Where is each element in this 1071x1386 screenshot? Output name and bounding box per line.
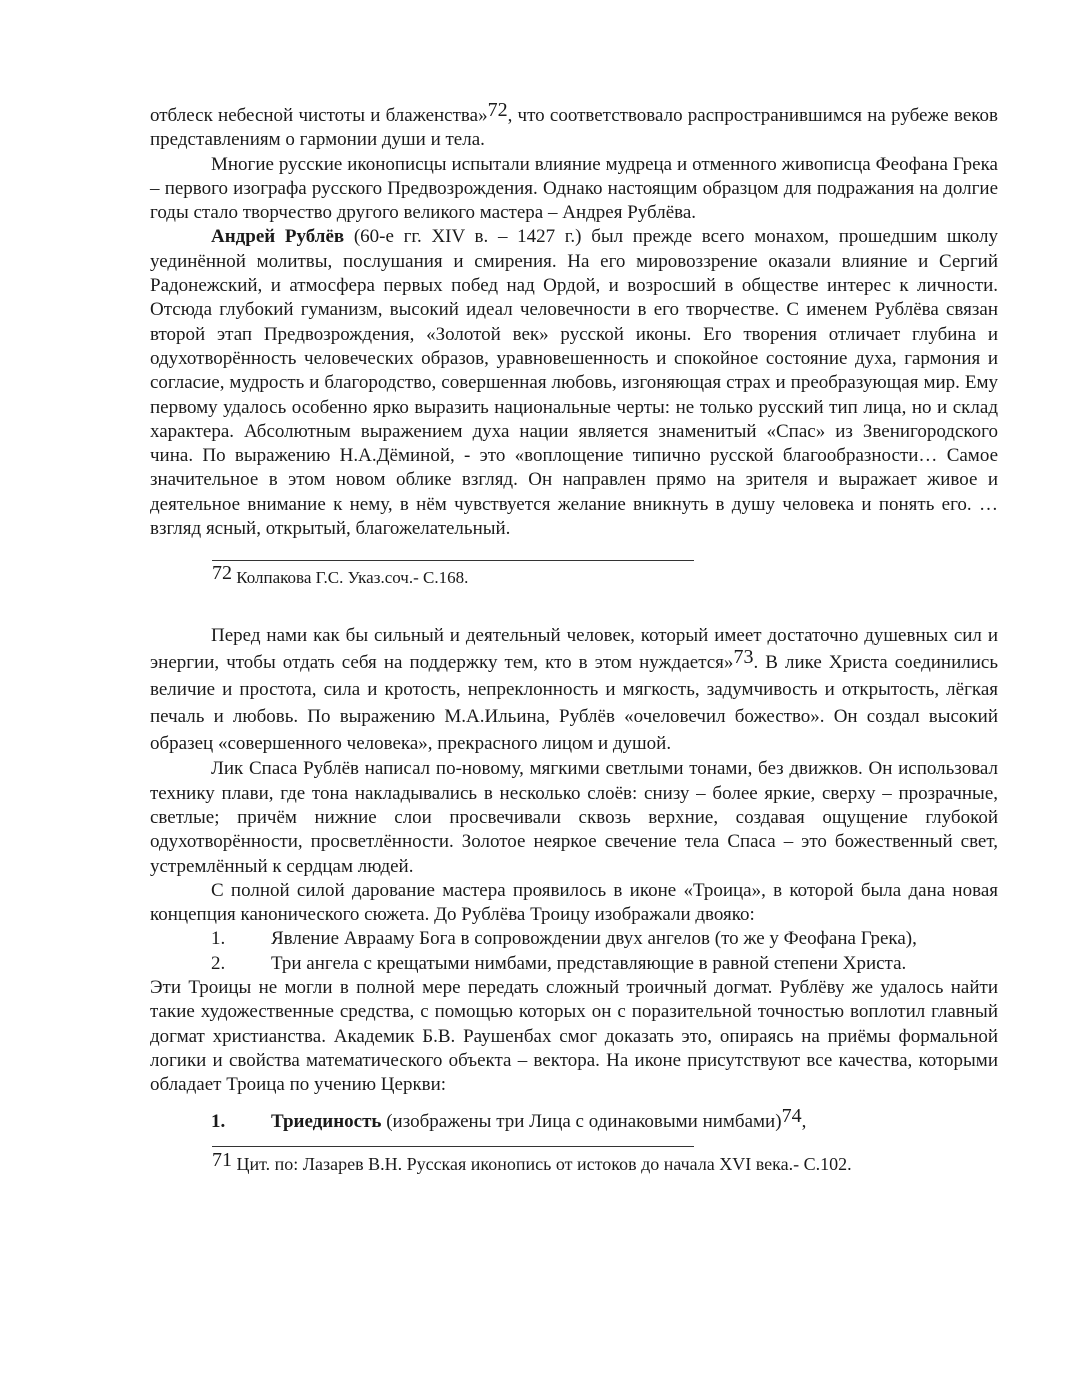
paragraph-trinity: С полной силой дарование мастера проявилось в иконе «Троица», в которой была дана новая концепция канонического сюжета. До Рублёва Троицу изображали двояко:	[150, 879, 998, 926]
list-item: 2. Три ангела с крещатыми нимбами, представляющие в равной степени Христа.	[211, 952, 907, 974]
bold-name-rublev: Андрей Рублёв	[211, 226, 345, 248]
paragraph-technique: Лик Спаса Рублёв написал по-новому, мягкими светлыми тонами, без движков. Он использовал технику плави, где тона накладывались в несколько слоёв: снизу – более яркие, сверху – прозрачные, светлые; причём нижние слои просвечивали сквозь верхние, создавая ощущение глубокой одухотворённости, просветлённости. Золотое неяркое свечение тела Спаса – это божественный свет, устремлённый к сердцам людей.	[150, 758, 998, 877]
paragraph-raushenbakh: Эти Троицы не могли в полной мере передать сложный троичный догмат. Рублёву же удалось найти такие художественные средства, с помощью которых он с поразительной точностью воплотил главный догмат христианства. Академик Б.В. Раушенбах смог доказать это, опираясь на приёмы формальной логики и свойства математического объекта – вектора. На иконе присутствуют все качества, которыми обладает Троица по учению Церкви:	[150, 977, 998, 1096]
footnote-separator	[212, 560, 694, 561]
paragraph-feofan: Многие русские иконописцы испытали влияние мудреца и отменного живописца Феофана Грека – первого изографа русского Предвозрождения. Однако настоящим образцом для подражания на долгие годы стало творчество другого великого мастера – Андрея Рублёва.	[150, 153, 998, 224]
paragraph-spas: Перед нами как бы сильный и деятельный человек, который имеет достаточно душевных сил и энергии, чтобы отдать себя на поддержку тем, кто в этом нуждается»$^{73}$. В лике Христа соединились величие и простота, сила и кротость, непреклонность и мягкость, задумчивость и открытость, лёгкая печаль и любовь. По выражению М.А.Ильина, Рублёв «очеловечил божество». Он создал высокий образец «совершенного человека», прекрасного лицом и душой.	[150, 625, 998, 755]
paragraph-rublev: Андрей Рублёв (60-е гг. XIV в. – 1427 г.) был прежде всего монахом, прошедшим школу уединённой молитвы, послушания и смирения. На его мировоззрение оказали влияние и Сергий Радонежский, и атмосфера первых побед над Ордой, и возросший в обществе интерес к личности. Отсюда глубокий гуманизм, высокий идеал человечности в его творчестве. С именем Рублёва связан второй этап Предвозрождения, «Золотой век» русской иконы. Его творения отличает глубина и одухотворённость человеческих образов, уравновешенность и спокойное состояние духа, гармония и согласие, мудрость и благородство, совершенная любовь, изгоняющая страх и преобразующая мир. Ему первому удалось особенно ярко выразить национальные черты: не только русский тип лица, но и склад характера. Абсолютным выражением духа нации является знаменитый «Спас» из Звенигородского чина. По выражению Н.А.Дёминой, - это «воплощение типично русской благообразности… Самое значительное в этом новом облике взгляд. Он направлен прямо на зрителя и выражает живое и деятельное внимание к нему, в нём чувствуется желание вникнуть в душу человека и понять его. … взгляд ясный, открытый, благожелательный.	[150, 226, 998, 540]
bold-term-triedinost: Триединость	[271, 1110, 382, 1132]
paragraph-continuation: отблеск небесной чистоты и блаженства»$^{72}$, что соответствовало распространившимся на рубеже веков представлениям о гармонии души и тела.	[150, 99, 998, 151]
list-item: 1. Явление Аврааму Бога в сопровождении двух ангелов (то же у Феофана Грека),	[211, 928, 917, 950]
footnote-separator	[212, 1146, 694, 1147]
footnote-ref-72[interactable]: 72	[487, 99, 508, 121]
list-item-triedinost: 1. Триединость (изображены три Лица с одинаковыми нимбами)$^{74}$,	[211, 1104, 807, 1132]
footnote-72: $^{72}$ Колпакова Г.С. Указ.соч.- С.168.	[212, 562, 469, 588]
footnote-ref-74[interactable]: 74	[781, 1104, 802, 1127]
footnote-number: 72	[212, 562, 232, 585]
footnote-ref-73[interactable]: 73	[733, 646, 754, 669]
footnote-number: 71	[212, 1148, 232, 1171]
footnote-71: $^{71}$ Цит. по: Лазарев В.Н. Русская иконопись от истоков до начала XVI века.- С.102.	[212, 1148, 852, 1174]
document-page	[150, 99, 998, 1175]
